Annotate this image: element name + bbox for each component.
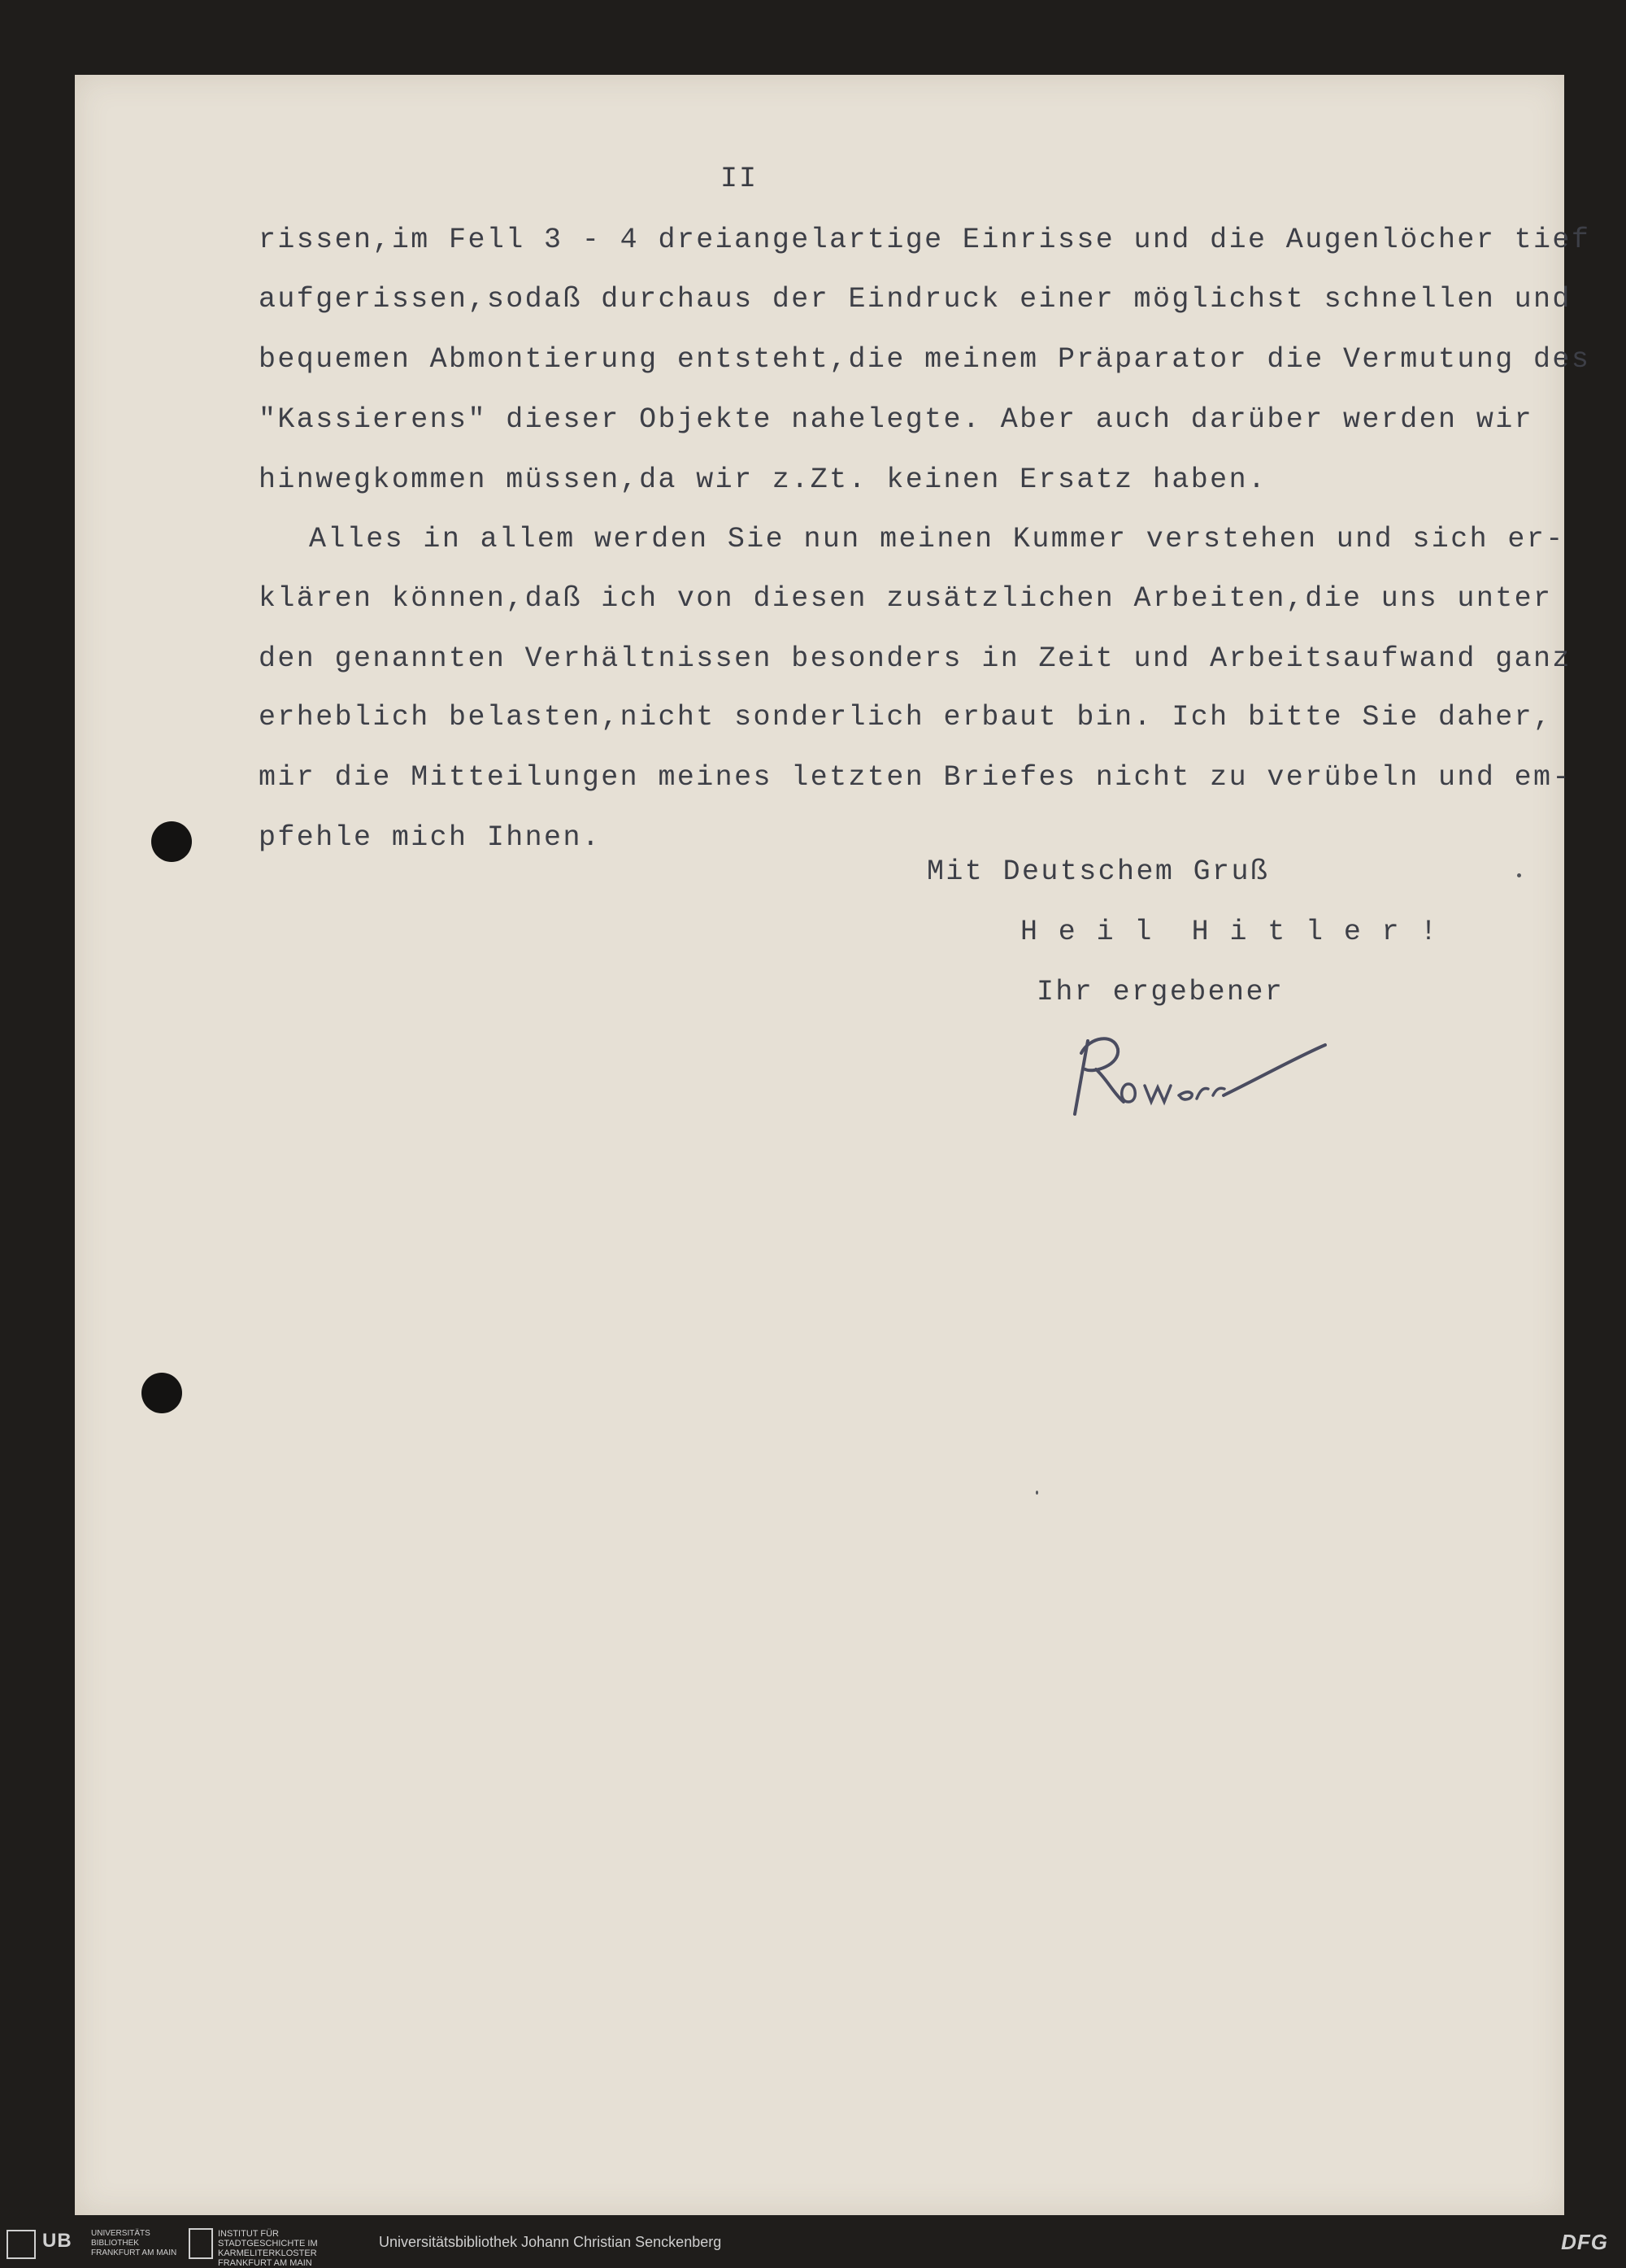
ub-building-icon xyxy=(7,2230,36,2259)
dfg-logo: DFG xyxy=(1561,2230,1608,2254)
text-line-3: bequemen Abmontierung entsteht,die meinem Präparator die Vermutung des xyxy=(259,343,1591,376)
text-line-4: "Kassierens" dieser Objekte nahelegte. Aber auch darüber werden wir xyxy=(259,403,1534,436)
text-line-7: klären können,daß ich von diesen zusätzlichen Arbeiten,die uns unter xyxy=(259,582,1553,615)
institute-subtitle: INSTITUT FÜR STADTGESCHICHTE IM KARMELITERKLOSTER FRANKFURT AM MAIN xyxy=(218,2229,318,2268)
punch-hole-bottom xyxy=(141,1373,182,1413)
text-line-11: pfehle mich Ihnen. xyxy=(259,821,602,854)
ub-logo-text: UB xyxy=(42,2230,72,2252)
closing-greeting: Mit Deutschem Gruß xyxy=(927,855,1270,888)
closing-signoff: Ihr ergebener xyxy=(1037,976,1285,1008)
text-line-9: erheblich belasten,nicht sonderlich erbaut bin. Ich bitte Sie daher, xyxy=(259,701,1553,734)
text-line-5: hinwegkommen müssen,da wir z.Zt. keinen Ersatz haben. xyxy=(259,464,1267,496)
ub-subtitle: UNIVERSITÄTS BIBLIOTHEK FRANKFURT AM MAIN xyxy=(91,2229,177,2257)
text-line-6: Alles in allem werden Sie nun meinen Kummer verstehen und sich er- xyxy=(309,523,1565,555)
handwritten-signature xyxy=(1057,1021,1333,1126)
page-number: II xyxy=(720,163,759,195)
text-line-1: rissen,im Fell 3 - 4 dreiangelartige Einrisse und die Augenlöcher tief xyxy=(259,224,1591,256)
institute-tower-icon xyxy=(189,2228,213,2259)
library-title: Universitätsbibliothek Johann Christian Senckenberg xyxy=(379,2234,722,2250)
archive-footer-bar xyxy=(0,2220,1626,2268)
text-line-2: aufgerissen,sodaß durchaus der Eindruck einer möglichst schnellen und xyxy=(259,283,1572,316)
punch-hole-top xyxy=(151,821,192,862)
paper-speck xyxy=(1517,873,1521,877)
text-line-10: mir die Mitteilungen meines letzten Briefes nicht zu verübeln und em- xyxy=(259,761,1572,794)
letter-page xyxy=(75,75,1564,2215)
paper-speck xyxy=(1036,1491,1038,1495)
closing-salute: H e i l H i t l e r ! xyxy=(1020,916,1439,948)
text-line-8: den genannten Verhältnissen besonders in Zeit und Arbeitsaufwand ganz xyxy=(259,642,1572,675)
